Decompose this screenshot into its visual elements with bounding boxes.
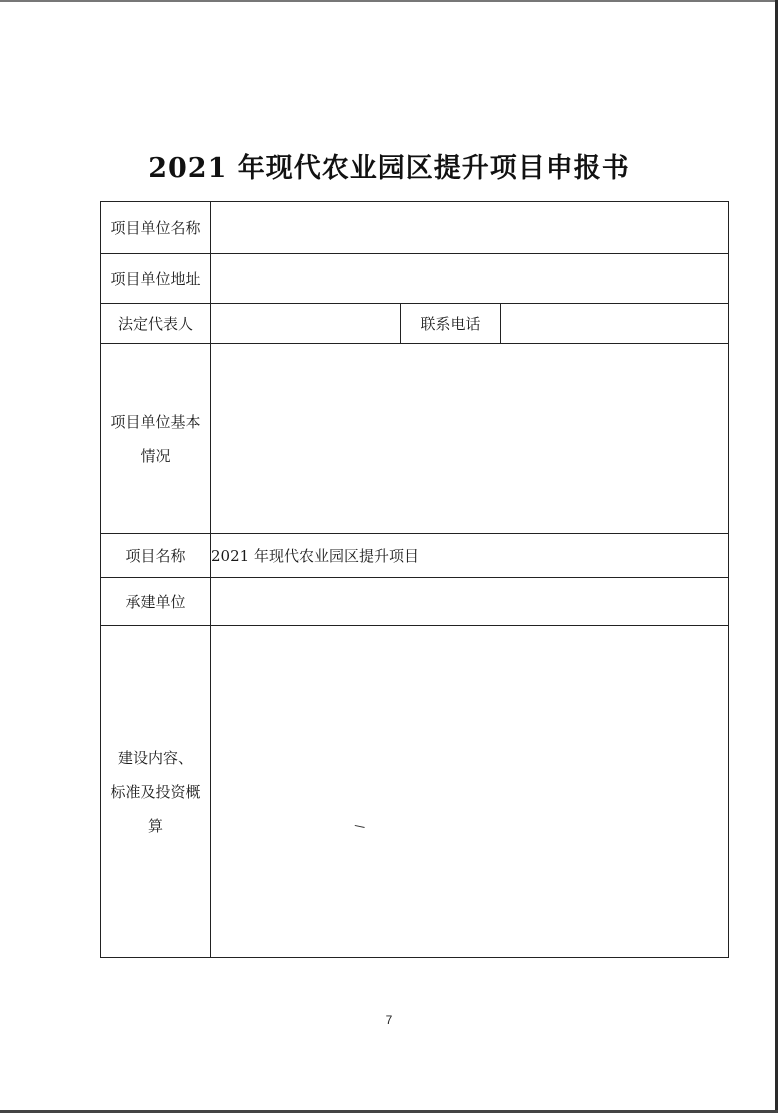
construction-label	[101, 626, 211, 958]
construction-label-line1: 建设内容、	[117, 748, 193, 767]
application-form-table	[100, 201, 729, 958]
project-name-label: 项目名称	[101, 534, 211, 578]
legal-rep-field[interactable]	[211, 304, 401, 344]
document-title: 2021 年现代农业园区提升项目申报书	[148, 153, 630, 184]
row-project-name	[101, 534, 729, 578]
row-contractor	[101, 578, 729, 626]
construction-label-line3: 算	[147, 816, 163, 835]
page-number: 7	[385, 1013, 393, 1027]
construction-label-line2: 标准及投资概	[110, 782, 201, 801]
phone-label: 联系电话	[401, 304, 501, 344]
unit-address-field[interactable]	[211, 254, 729, 304]
legal-rep-label: 法定代表人	[101, 304, 211, 344]
unit-name-field[interactable]	[211, 202, 729, 254]
basic-info-field[interactable]	[211, 344, 729, 534]
row-legal-rep-phone	[101, 304, 729, 344]
construction-field[interactable]	[211, 626, 729, 958]
contractor-label: 承建单位	[101, 578, 211, 626]
row-unit-address	[101, 254, 729, 304]
row-basic-info	[101, 344, 729, 534]
basic-info-label	[101, 344, 211, 534]
scan-edge-top	[0, 0, 778, 2]
contractor-field[interactable]	[211, 578, 729, 626]
phone-field[interactable]	[501, 304, 729, 344]
row-construction	[101, 626, 729, 958]
unit-name-label: 项目单位名称	[101, 202, 211, 254]
unit-address-label: 项目单位地址	[101, 254, 211, 304]
row-unit-name	[101, 202, 729, 254]
basic-info-label-line2: 情况	[140, 446, 171, 465]
project-name-field[interactable]: 2021 年现代农业园区提升项目	[211, 534, 729, 578]
basic-info-label-line1: 项目单位基本	[110, 412, 201, 431]
